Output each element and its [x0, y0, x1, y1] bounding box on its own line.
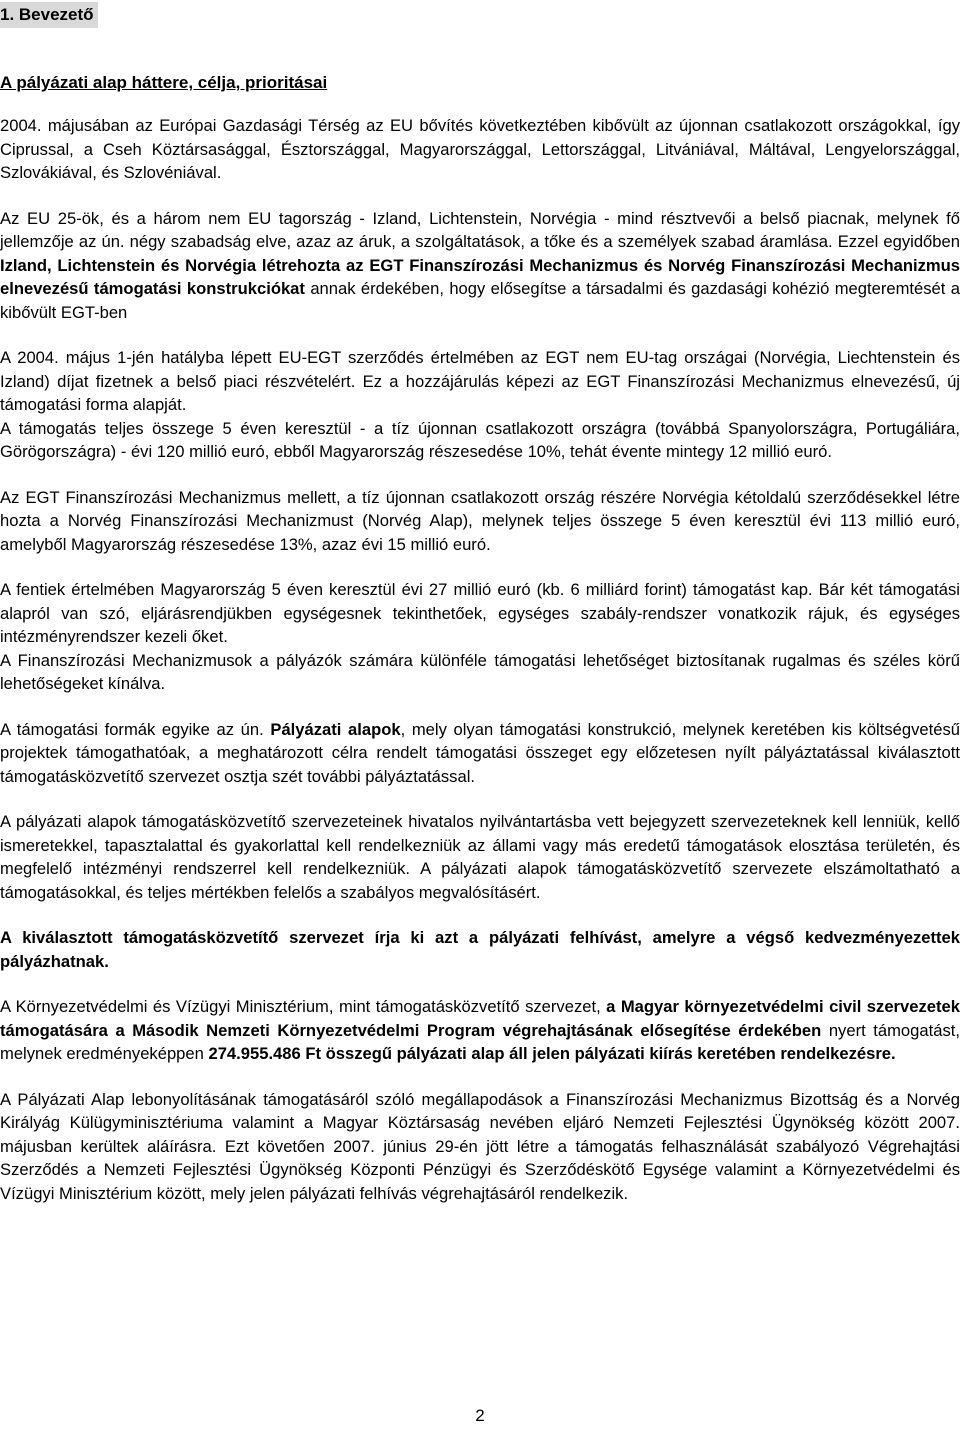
four-freedoms-term: négy szabadság elve [129, 232, 287, 251]
fund-amount: 274.955.486 Ft összegű pályázati alap áll jelen pályázati kiírás keretében rendelkezésre. [208, 1044, 896, 1063]
paragraph-internal-market: Az EU 25-ök, és a három nem EU tagország - Izland, Lichtenstein, Norvégia - mind résztvevői a belső piacnak, melynek fő jellemzője az ún. négy szabadság elve, azaz az áruk, a szolgáltatások, a tőke és a személyek szabad áramlása. Ezzel egyidőben Izland, Lichtenstein és Norvégia létrehozta az EGT Finanszírozási Mechanizmus és Norvég Finanszírozási Mechanizmus elnevezésű támogatási konstrukciókat annak érdekében, hogy elősegítse a társadalmi és gazdasági kohézió megteremtését a kibővült EGT-ben [0, 208, 960, 322]
paragraph-intermediary-requirements: A pályázati alapok támogatásközvetítő szervezeteinek hivatalos nyilvántartásba vett bejegyzett szervezeteknek kell lenniük, kellő ismeretekkel, tapasztalattal és gyakorlattal kell rendelkezniük az állami vagy más eredetű támogatások elosztása területén, és megfelelő intézményi rendszerrel kell rendelkezniük. A pályázati alapok támogatásközvetítő szervezete elszámoltatható a támogatásokkal, és teljes mértékben felelős a szabályos megvalósításért. [0, 812, 960, 902]
paragraph-grant-forms: A támogatási formák egyike az ún. Pályázati alapok, mely olyan támogatási konstrukció, melynek keretében kis költségvetésű projektek támogathatóak, a meghatározott célra rendelt támogatási összeget egy előzetesen nyílt pályáztatással kiválasztott támogatásközvetítő szervezet osztja szét további pályáztatással. [0, 719, 960, 786]
paragraph-call-issuer: A kiválasztott támogatásközvetítő szervezet írja ki azt a pályázati felhívást, amelyre a végső kedvezményezettek pályázhatnak. [0, 928, 960, 971]
paragraph-flexibility: A Finanszírozási Mechanizmusok a pályázók számára különféle támogatási lehetőséget biztosítanak rugalmas és széles körű lehetőségeket kínálva. [0, 650, 960, 693]
paragraph-eea-agreement: A 2004. május 1-jén hatályba lépett EU-EGT szerződés értelmében az EGT nem EU-tag országai (Norvégia, Liechtenstein és Izland) díjat fizetnek a belső piaci részvételért. Ez a hozzájárulás képezi az EGT Finanszírozási Mechanizmus elnevezésű, új támogatási forma alapját. [0, 348, 960, 414]
section-heading: 1. Bevezető [0, 2, 98, 28]
paragraph-eu-enlargement: 2004. májusában az Európai Gazdasági Térség az EU bővítés következtében kibővült az újonnan csatlakozott országokkal, így Ciprussal, a Cseh Köztársasággal, Észtországgal, Magyarországgal, Lettországgal, Litvániával, Máltával, Lengyelországgal, Szlovákiával, és Szlovéniával. [0, 116, 960, 182]
paragraph-ministry-fund: A Környezetvédelmi és Vízügyi Minisztérium, mint támogatásközvetítő szervezet, a Magyar környezetvédelmi civil szervezetek támogatására a Második Nemzeti Környezetvédelmi Program végrehajtásának elősegítése érdekében nyert támogatást, melynek eredményeképpen 274.955.486 Ft összegű pályázati alap áll jelen pályázati kiírás keretében rendelkezésre. [0, 997, 960, 1063]
subsection-heading: A pályázati alap háttere, célja, prioritásai [0, 73, 328, 92]
paragraph-hungary-share: A fentiek értelmében Magyarország 5 éven keresztül évi 27 millió euró (kb. 6 milliárd forint) támogatást kap. Bár két támogatási alapról van szó, eljárásrendjükben egységesnek tekinthetőek, egységes szabály-rendszer vonatkozik rájuk, és egységes intézményrendszer kezeli őket. [0, 580, 960, 646]
grant-fund-term: Pályázati alapok [270, 719, 401, 739]
mechanisms-emphasis: Izland, Lichtenstein és Norvégia létrehozta az EGT Finanszírozási Mechanizmus és Norvég Finanszírozási Mechanizmus elnevezésű támogatási konstrukciókat [0, 255, 960, 298]
paragraph-agreements: A Pályázati Alap lebonyolításának támogatásáról szóló megállapodások a Finanszírozási Mechanizmus Bizottság és a Norvég Királyág Külügyminisztériuma valamint a Magyar Köztársaság nevében eljáró Nemzeti Fejlesztési Ügynökség között 2007. májusban kerültek aláírásra. Ezt követően 2007. június 29-én jött létre a támogatás felhasználását szabályozó Végrehajtási Szerződés a Nemzeti Fejlesztési Ügynökség Központi Pénzügyi és Szerződéskötő Egysége valamint a Környezetvédelmi és Vízügyi Minisztérium között, mely jelen pályázati felhívás végrehajtásáról rendelkezik. [0, 1089, 960, 1203]
paragraph-support-amount: A támogatás teljes összege 5 éven keresztül - a tíz újonnan csatlakozott országra (továbbá Spanyolországra, Portugáliára, Görögországra) - évi 120 millió euró, ebből Magyarország részesedése 10%, tehát évente mintegy 12 millió euró. [0, 418, 960, 461]
page-number: 2 [475, 1406, 485, 1425]
paragraph-norwegian-mechanism: Az EGT Finanszírozási Mechanizmus mellett, a tíz újonnan csatlakozott ország részére Norvégia kétoldalú szerződésekkel létre hozta a Norvég Finanszírozási Mechanizmust (Norvég Alap), melynek teljes összege 5 éven keresztül évi 113 millió euró, amelyből Magyarország részesedése 13%, azaz évi 15 millió euró. [0, 487, 960, 554]
body-text [0, 114, 960, 1227]
